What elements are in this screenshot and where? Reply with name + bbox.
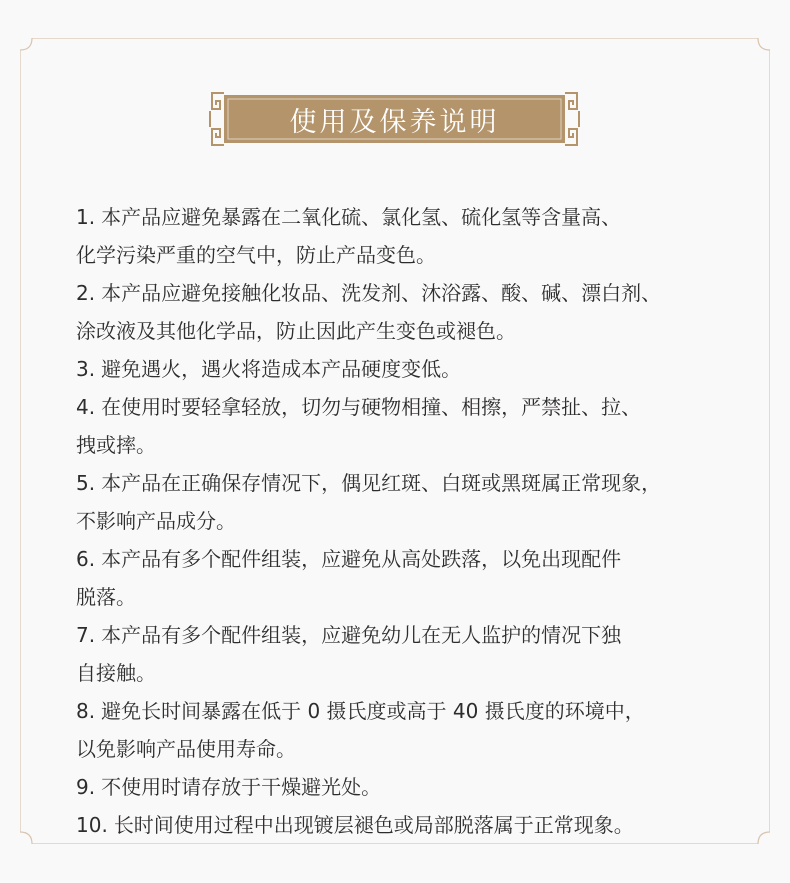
instruction-item xyxy=(76,198,726,274)
instruction-line xyxy=(76,274,726,312)
instruction-number: 3. xyxy=(76,357,96,381)
instruction-line xyxy=(76,654,726,692)
instruction-item xyxy=(76,806,726,844)
instruction-number: 7. xyxy=(76,623,96,647)
instruction-line xyxy=(76,350,726,388)
instruction-text: 化学污染严重的空气中，防止产品变色。 xyxy=(76,243,436,267)
instruction-text: 不使用时请存放于干燥避光处。 xyxy=(101,775,382,799)
instruction-item xyxy=(76,692,726,768)
instruction-text: 本产品应避免暴露在二氧化硫、氯化氢、硫化氢等含量高、 xyxy=(101,205,622,229)
instruction-line xyxy=(76,730,726,768)
instruction-text: 长时间使用过程中出现镀层褪色或局部脱落属于正常现象。 xyxy=(113,813,634,837)
instruction-item xyxy=(76,350,726,388)
instruction-line xyxy=(76,692,726,730)
instruction-item xyxy=(76,464,726,540)
page-title: 使用及保养说明 xyxy=(289,106,500,138)
instruction-line xyxy=(76,806,726,844)
instruction-text: 涂改液及其他化学品，防止因此产生变色或褪色。 xyxy=(76,319,516,343)
instruction-line xyxy=(76,578,726,616)
instruction-item xyxy=(76,540,726,616)
instruction-text: 自接触。 xyxy=(76,661,156,685)
instruction-text: 避免遇火，遇火将造成本产品硬度变低。 xyxy=(101,357,462,381)
instruction-text: 避免长时间暴露在低于 0 摄氏度或高于 40 摄氏度的环境中， xyxy=(101,699,645,723)
instruction-text: 本产品在正确保存情况下，偶见红斑、白斑或黑斑属正常现象， xyxy=(101,471,662,495)
instruction-line xyxy=(76,768,726,806)
instruction-text: 不影响产品成分。 xyxy=(76,509,236,533)
instruction-list xyxy=(76,198,726,844)
instruction-line xyxy=(76,388,726,426)
instruction-text: 脱落。 xyxy=(76,585,136,609)
instruction-number: 6. xyxy=(76,547,96,571)
instruction-item xyxy=(76,274,726,350)
title-banner xyxy=(208,89,581,149)
instruction-line xyxy=(76,464,726,502)
instruction-item xyxy=(76,616,726,692)
instruction-number: 9. xyxy=(76,775,96,799)
instruction-line xyxy=(76,540,726,578)
instruction-text: 本产品应避免接触化妆品、洗发剂、沐浴露、酸、碱、漂白剂、 xyxy=(101,281,662,305)
instruction-number: 8. xyxy=(76,699,96,723)
instruction-item xyxy=(76,388,726,464)
instruction-number: 1. xyxy=(76,205,96,229)
instruction-text: 本产品有多个配件组装，应避免幼儿在无人监护的情况下独 xyxy=(101,623,622,647)
instruction-text: 拽或摔。 xyxy=(76,433,156,457)
instruction-line xyxy=(76,312,726,350)
instruction-line xyxy=(76,616,726,654)
instruction-item xyxy=(76,768,726,806)
instruction-text: 以免影响产品使用寿命。 xyxy=(76,737,296,761)
instruction-number: 2. xyxy=(76,281,96,305)
instruction-line xyxy=(76,426,726,464)
instruction-line xyxy=(76,198,726,236)
instruction-line xyxy=(76,502,726,540)
instruction-number: 5. xyxy=(76,471,96,495)
instruction-text: 在使用时要轻拿轻放，切勿与硬物相撞、相擦，严禁扯、拉、 xyxy=(101,395,642,419)
instruction-line xyxy=(76,236,726,274)
instruction-number: 10. xyxy=(76,813,108,837)
instruction-text: 本产品有多个配件组装，应避免从高处跌落，以免出现配件 xyxy=(101,547,622,571)
instruction-number: 4. xyxy=(76,395,96,419)
